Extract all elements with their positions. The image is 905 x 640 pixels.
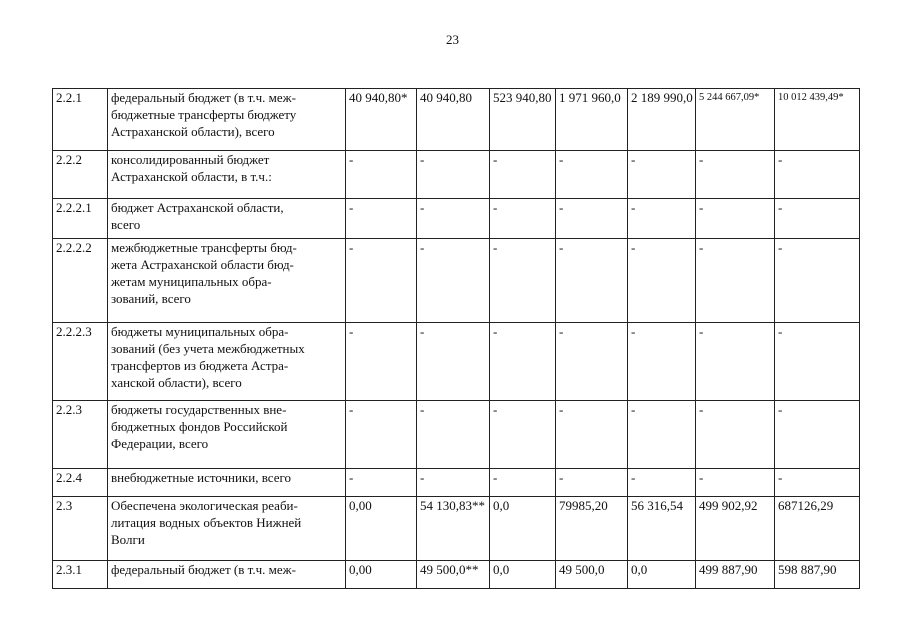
value-cell: - <box>490 401 556 469</box>
value-cell: 1 971 960,0 <box>556 89 628 151</box>
value-cell: - <box>696 323 775 401</box>
row-code: 2.2.2.2 <box>53 239 108 323</box>
value-cell: - <box>556 469 628 497</box>
value-cell: - <box>346 323 417 401</box>
table-row <box>53 89 860 151</box>
value-cell: 499 887,90 <box>696 561 775 589</box>
value-cell: - <box>775 469 860 497</box>
row-name: федеральный бюджет (в т.ч. меж- <box>108 561 346 589</box>
value-cell: - <box>490 239 556 323</box>
value-cell: - <box>417 239 490 323</box>
table-row <box>53 497 860 561</box>
value-cell: - <box>346 401 417 469</box>
value-cell: 523 940,80 <box>490 89 556 151</box>
value-cell: - <box>556 401 628 469</box>
value-cell: - <box>490 199 556 239</box>
value-cell: - <box>346 151 417 199</box>
page-number: 23 <box>446 32 459 47</box>
value-cell: - <box>696 239 775 323</box>
row-name: бюджет Астраханской области, всего <box>108 199 346 239</box>
value-cell: - <box>490 151 556 199</box>
value-cell: - <box>775 151 860 199</box>
value-cell: 54 130,83** <box>417 497 490 561</box>
row-name: бюджеты муниципальных обра- зований (без учета межбюджетных трансфертов из бюджета Астра- ханской области), всего <box>108 323 346 401</box>
value-cell: 40 940,80* <box>346 89 417 151</box>
value-cell: 40 940,80 <box>417 89 490 151</box>
value-cell: - <box>628 199 696 239</box>
value-cell: - <box>628 323 696 401</box>
row-code: 2.2.2.3 <box>53 323 108 401</box>
row-name: Обеспечена экологическая реаби- литация водных объектов Нижней Волги <box>108 497 346 561</box>
value-cell: - <box>346 469 417 497</box>
value-cell: 0,0 <box>490 497 556 561</box>
table-row <box>53 151 860 199</box>
value-cell: - <box>696 401 775 469</box>
value-cell: 0,00 <box>346 561 417 589</box>
value-cell: 687126,29 <box>775 497 860 561</box>
value-cell: - <box>417 151 490 199</box>
value-cell: 0,0 <box>490 561 556 589</box>
row-code: 2.2.3 <box>53 401 108 469</box>
row-name: внебюджетные источники, всего <box>108 469 346 497</box>
row-code: 2.2.4 <box>53 469 108 497</box>
row-code: 2.2.2 <box>53 151 108 199</box>
value-cell: - <box>775 401 860 469</box>
value-cell: - <box>628 151 696 199</box>
row-name: консолидированный бюджет Астраханской области, в т.ч.: <box>108 151 346 199</box>
value-cell: 5 244 667,09* <box>696 89 775 151</box>
value-cell: - <box>417 199 490 239</box>
value-cell: - <box>417 401 490 469</box>
value-cell: 2 189 990,0 <box>628 89 696 151</box>
value-cell: - <box>346 199 417 239</box>
value-cell: - <box>696 469 775 497</box>
value-cell: - <box>696 199 775 239</box>
value-cell: 499 902,92 <box>696 497 775 561</box>
value-cell: 0,00 <box>346 497 417 561</box>
value-cell: - <box>346 239 417 323</box>
table-row <box>53 199 860 239</box>
value-cell: - <box>775 199 860 239</box>
value-cell: - <box>556 239 628 323</box>
value-cell: 56 316,54 <box>628 497 696 561</box>
value-cell: - <box>628 239 696 323</box>
value-cell: - <box>417 323 490 401</box>
row-code: 2.2.1 <box>53 89 108 151</box>
value-cell: - <box>628 469 696 497</box>
row-code: 2.2.2.1 <box>53 199 108 239</box>
row-code: 2.3 <box>53 497 108 561</box>
value-cell: - <box>696 151 775 199</box>
table-row <box>53 323 860 401</box>
value-cell: - <box>490 323 556 401</box>
value-cell: 49 500,0** <box>417 561 490 589</box>
table-row <box>53 469 860 497</box>
value-cell: - <box>775 323 860 401</box>
value-cell: 79985,20 <box>556 497 628 561</box>
value-cell: 49 500,0 <box>556 561 628 589</box>
value-cell: 0,0 <box>628 561 696 589</box>
value-cell: - <box>490 469 556 497</box>
table-row <box>53 561 860 589</box>
row-name: федеральный бюджет (в т.ч. меж- бюджетные трансферты бюджету Астраханской области), всего <box>108 89 346 151</box>
table-row <box>53 239 860 323</box>
value-cell: - <box>775 239 860 323</box>
budget-table <box>52 88 860 589</box>
value-cell: 10 012 439,49* <box>775 89 860 151</box>
value-cell: - <box>556 151 628 199</box>
value-cell: - <box>556 199 628 239</box>
row-code: 2.3.1 <box>53 561 108 589</box>
row-name: межбюджетные трансферты бюд- жета Астраханской области бюд- жетам муниципальных обра- зований, всего <box>108 239 346 323</box>
value-cell: - <box>417 469 490 497</box>
value-cell: - <box>556 323 628 401</box>
table-row <box>53 401 860 469</box>
value-cell: - <box>628 401 696 469</box>
value-cell: 598 887,90 <box>775 561 860 589</box>
row-name: бюджеты государственных вне- бюджетных фондов Российской Федерации, всего <box>108 401 346 469</box>
